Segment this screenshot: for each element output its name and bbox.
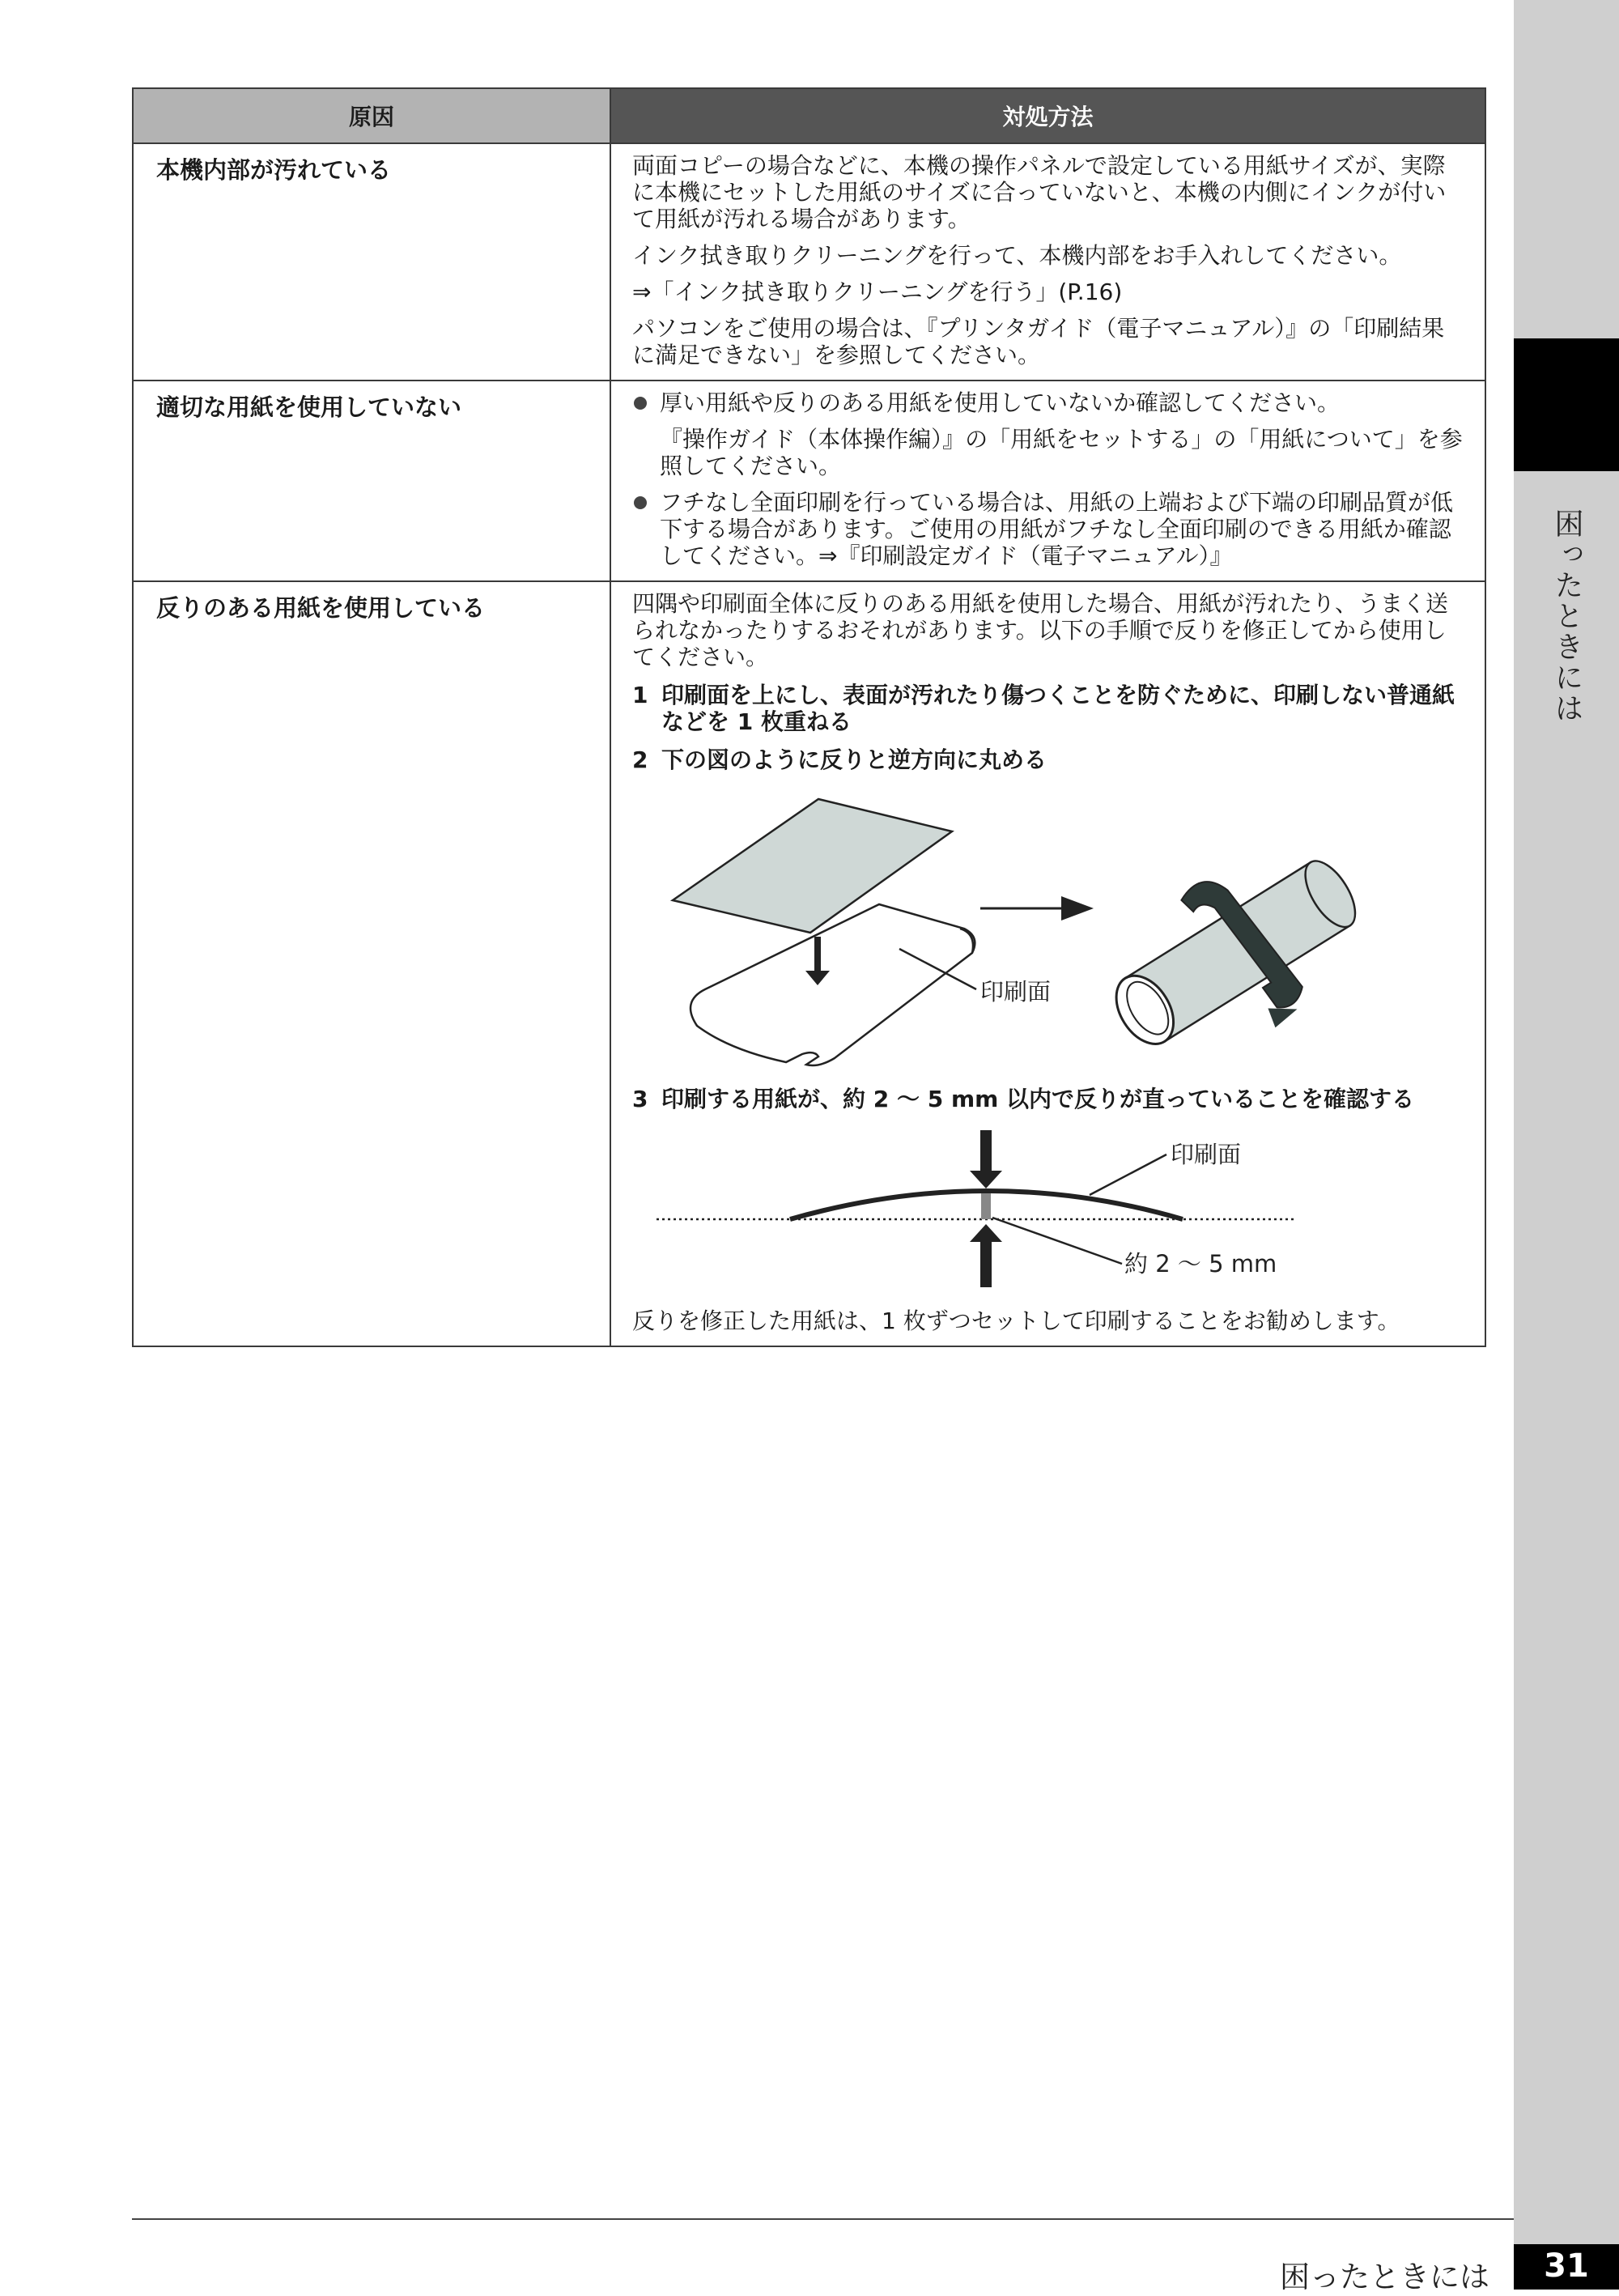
step-number: 3: [632, 1086, 648, 1112]
header-cause: 原因: [133, 88, 610, 143]
cause-cell: 本機内部が汚れている: [133, 143, 610, 381]
chapter-tab-marker: [1514, 338, 1619, 471]
bullet-subtext: 『操作ガイド（本体操作編）』の「用紙をセットする」の「用紙について」を参照してください。: [660, 426, 1463, 479]
chapter-side-label: 困ったときには: [1550, 508, 1583, 724]
figure-label-gap: 約 2 ～ 5 mm: [1124, 1250, 1277, 1278]
header-remedy: 対処方法: [610, 88, 1485, 143]
step-text: 印刷する用紙が、約 2 ～ 5 mm 以内で反りが直っていることを確認する: [661, 1086, 1415, 1112]
step-number: 1: [632, 682, 648, 708]
step-1: [632, 682, 1464, 735]
remedy-reference: ⇒「インク拭き取りクリーニングを行う」(P.16): [632, 278, 1123, 305]
remedy-cell: [610, 143, 1485, 381]
step-text: 印刷面を上にし、表面が汚れたり傷つくことを防ぐために、印刷しない普通紙などを 1 枚重ねる: [661, 682, 1455, 735]
cause-cell: 反りのある用紙を使用している: [133, 581, 610, 1346]
bullet-item: フチなし全面印刷を行っている場合は、用紙の上端および下端の印刷品質が低下する場合があります。ご使用の用紙がフチなし全面印刷のできる用紙か確認してください。⇒『印刷設定ガイド（電子マニュアル）』: [632, 489, 1464, 569]
footer-rule: [132, 2218, 1514, 2220]
step-3: [632, 1086, 1464, 1112]
remedy-cell: [610, 381, 1485, 581]
remedy-paragraph: パソコンをご使用の場合は、『プリンタガイド（電子マニュアル）』の「印刷結果に満足できない」を参照してください。: [632, 315, 1445, 368]
paper-roll-illustration: [632, 783, 1442, 1074]
remedy-paragraph: 四隅や印刷面全体に反りのある用紙を使用した場合、用紙が汚れたり、うまく送られなかったりするおそれがあります。以下の手順で反りを修正してから使用してください。: [632, 590, 1449, 670]
troubleshooting-table: [132, 87, 1486, 1347]
step-number: 2: [632, 746, 648, 773]
table-row: [133, 381, 1485, 581]
page-number: 31: [1544, 2247, 1589, 2285]
remedy-paragraph: インク拭き取りクリーニングを行って、本機内部をお手入れしてください。: [632, 242, 1402, 269]
bullet-item: 厚い用紙や反りのある用紙を使用していないか確認してください。: [632, 389, 1464, 416]
figure-label-print-surface: 印刷面: [980, 978, 1052, 1006]
step-2: [632, 746, 1464, 773]
cause-cell: 適切な用紙を使用していない: [133, 381, 610, 581]
remedy-paragraph: 反りを修正した用紙は、1 枚ずつセットして印刷することをお勧めします。: [632, 1307, 1400, 1334]
footer-chapter-title: 困ったときには: [1280, 2260, 1489, 2294]
remedy-cell: [610, 581, 1485, 1346]
remedy-paragraph: 両面コピーの場合などに、本機の操作パネルで設定している用紙サイズが、実際に本機にセットした用紙のサイズに合っていないと、本機の内側にインクが付いて用紙が汚れる場合があります。: [632, 152, 1447, 232]
curl-check-illustration: [632, 1122, 1442, 1296]
table-header-row: [133, 88, 1485, 143]
figure-label-print-surface: 印刷面: [1171, 1141, 1242, 1168]
table-row: [133, 143, 1485, 381]
step-text: 下の図のように反りと逆方向に丸める: [661, 746, 1047, 773]
table-row: [133, 581, 1485, 1346]
